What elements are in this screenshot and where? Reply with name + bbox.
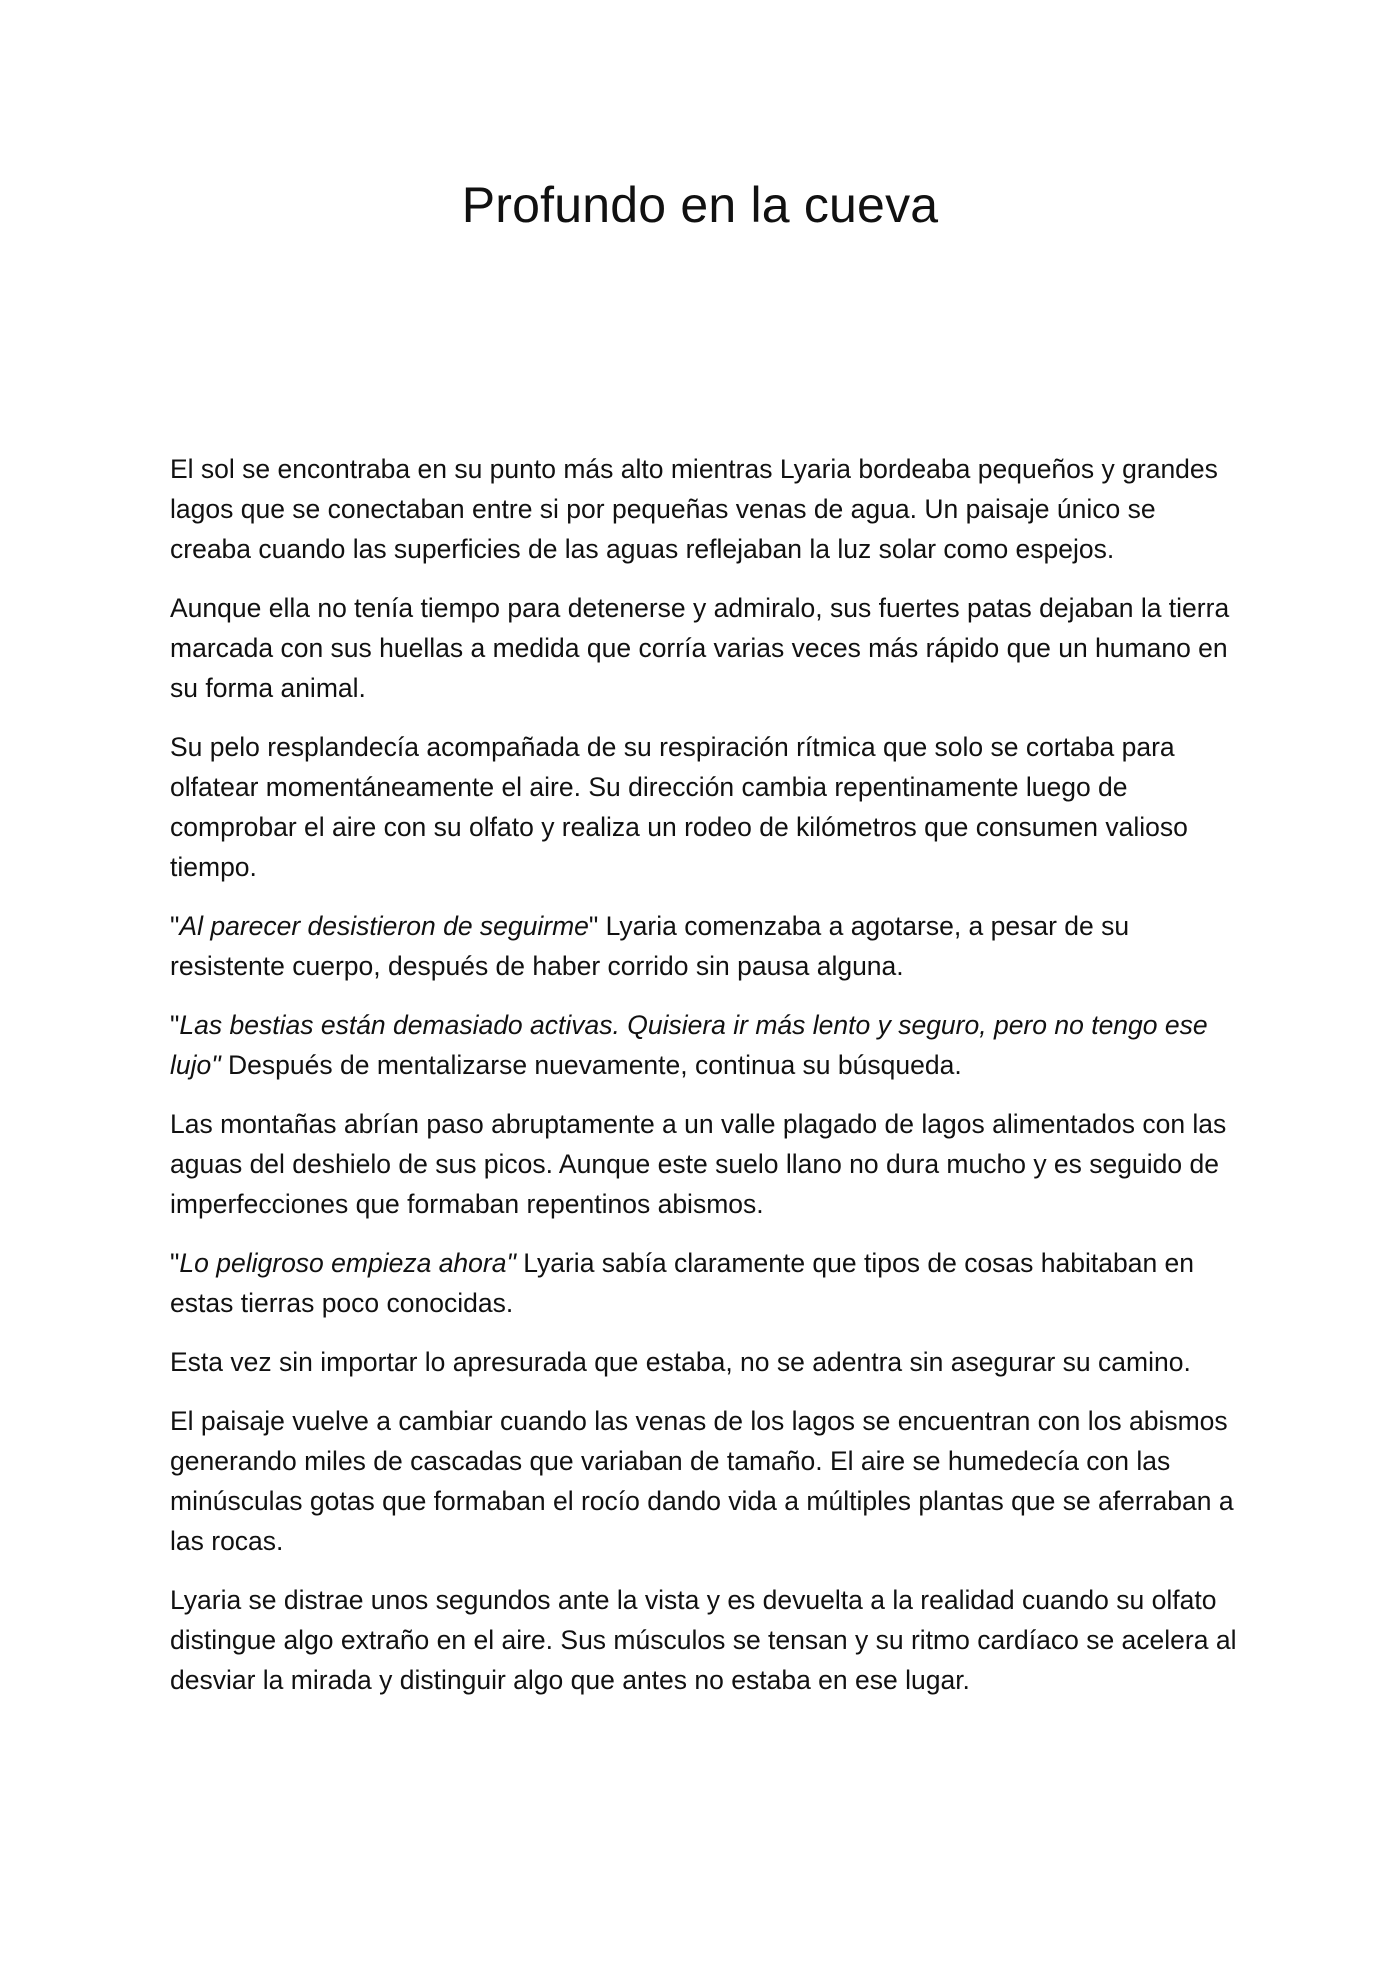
text-run: " — [170, 1010, 180, 1040]
text-run: Las montañas abrían paso abruptamente a un valle plagado de lagos alimentados con las aguas del deshielo de sus picos. Aunque este suelo llano no dura mucho y es seguido de imperfecciones que formaban repentinos abismos. — [170, 1109, 1227, 1219]
paragraph — [170, 1104, 1240, 1224]
paragraph — [170, 1005, 1240, 1085]
paragraph — [170, 449, 1240, 569]
text-run: Su pelo resplandecía acompañada de su respiración rítmica que solo se cortaba para olfatear momentáneamente el aire. Su dirección cambia repentinamente luego de comprobar el aire con su olfato y realiza un rodeo de kilómetros que consumen valioso tiempo. — [170, 732, 1188, 882]
paragraph — [170, 1342, 1240, 1382]
text-run: Lyaria se distrae unos segundos ante la vista y es devuelta a la realidad cuando su olfato distingue algo extraño en el aire. Sus músculos se tensan y su ritmo cardíaco se acelera al desviar la mirada y distinguir algo que antes no estaba en ese lugar. — [170, 1585, 1237, 1695]
italic-dialogue: Al parecer desistieron de seguirme — [179, 911, 589, 941]
document-title: Profundo en la cueva — [461, 177, 939, 233]
text-run: Lyaria sabía claramente que tipos de cosas habitaban en estas tierras poco conocidas. — [170, 1248, 1195, 1318]
italic-dialogue: Las bestias están demasiado activas. Quisiera ir más lento y seguro, pero no tengo ese lujo" — [170, 1010, 1208, 1080]
text-run: Aunque ella no tenía tiempo para detenerse y admiralo, sus fuertes patas dejaban la tierra marcada con sus huellas a medida que corría varias veces más rápido que un humano en su forma animal. — [170, 593, 1230, 703]
text-run: " Lyaria comenzaba a agotarse, a pesar de su resistente cuerpo, después de haber corrido sin pausa alguna. — [170, 911, 1130, 981]
paragraph — [170, 1580, 1240, 1700]
text-run: Después de mentalizarse nuevamente, continua su búsqueda. — [220, 1050, 962, 1080]
paragraph — [170, 1401, 1240, 1561]
text-run: El paisaje vuelve a cambiar cuando las venas de los lagos se encuentran con los abismos generando miles de cascadas que variaban de tamaño. El aire se humedecía con las minúsculas gotas que formaban el rocío dando vida a múltiples plantas que se aferraban a las rocas. — [170, 1406, 1234, 1556]
text-run: Esta vez sin importar lo apresurada que estaba, no se adentra sin asegurar su camino. — [170, 1347, 1191, 1377]
text-run: El sol se encontraba en su punto más alto mientras Lyaria bordeaba pequeños y grandes lagos que se conectaban entre si por pequeñas venas de agua. Un paisaje único se creaba cuando las superficies de las aguas reflejaban la luz solar como espejos. — [170, 454, 1218, 564]
text-run: " — [170, 1248, 180, 1278]
paragraph — [170, 1243, 1240, 1323]
text-run: " — [170, 911, 180, 941]
paragraph — [170, 588, 1240, 708]
paragraph — [170, 906, 1240, 986]
document-body — [170, 449, 1240, 1719]
paragraph — [170, 727, 1240, 887]
italic-dialogue: Lo peligroso empieza ahora" — [179, 1248, 516, 1278]
